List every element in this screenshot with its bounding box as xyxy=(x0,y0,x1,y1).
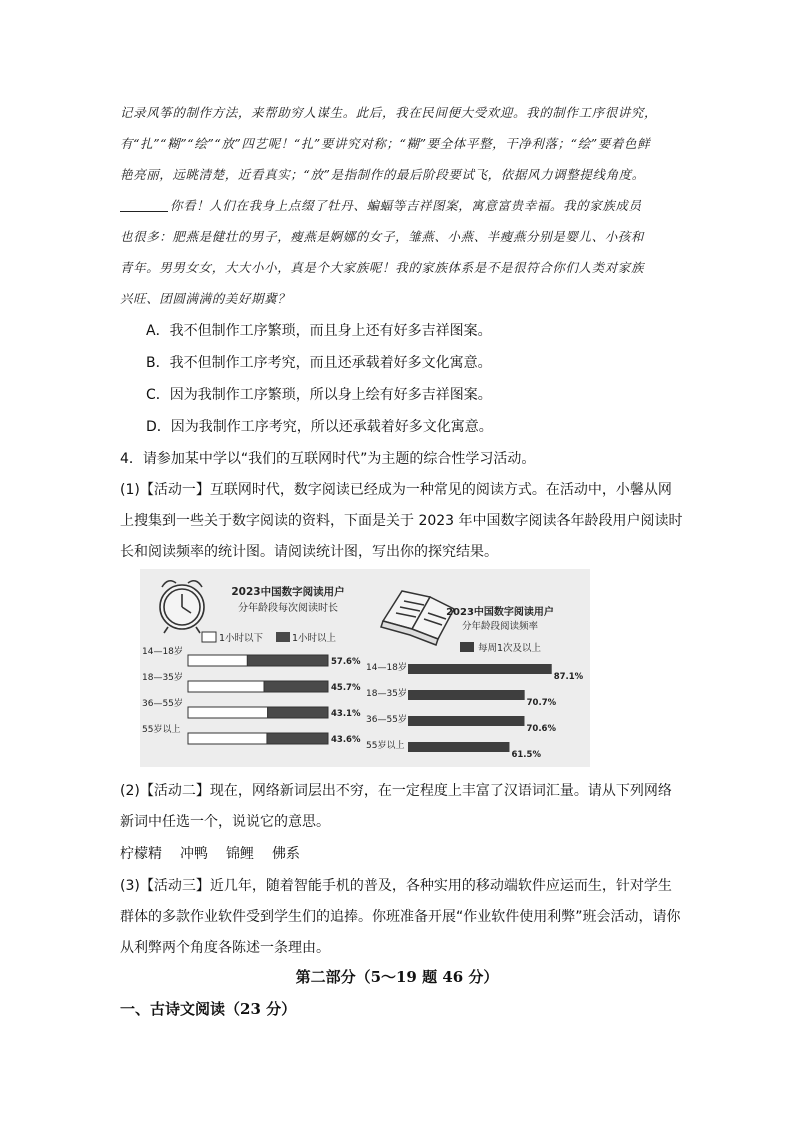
section-title: 一、古诗文阅读（23 分） xyxy=(120,1000,297,1018)
right-data-label: 70.7% xyxy=(526,698,557,708)
legend-swatch-dark xyxy=(276,632,290,642)
left-data-label: 43.1% xyxy=(331,709,361,719)
option-b: B．我不但制作工序考究，而且还承载着好多文化寓意。 xyxy=(146,355,492,371)
option-c: C．因为我制作工序繁琐，所以身上绘有好多吉祥图案。 xyxy=(146,387,492,403)
activity1-line: 上搜集到一些关于数字阅读的资料，下面是关于 2023 年中国数字阅读各年龄段用户阅读时 xyxy=(120,513,683,529)
passage-line: 青年。男男女女，大大小小，真是个大家族呢！我的家族体系是不是很符合你们人类对家族 xyxy=(120,260,645,275)
passage-line: 有“扎”“糊”“绘”“放”四艺呢！“扎”要讲究对称；“糊”要全体平整，干净利落；“绘”要着色鲜 xyxy=(120,136,651,151)
new-words-list xyxy=(120,843,680,863)
passage-line: 也很多：肥燕是健壮的男子，瘦燕是婀娜的女子，雏燕、小燕、半瘦燕分别是婴儿、小孩和 xyxy=(120,229,645,244)
left-chart-title: 2023中国数字阅读用户 xyxy=(231,586,345,598)
left-category-label: 36—55岁 xyxy=(142,699,183,709)
left-bar-over-1h xyxy=(264,681,328,692)
part-two-title: 第二部分（5～19 题 46 分） xyxy=(295,968,499,986)
left-bar-under-1h xyxy=(188,655,247,666)
activity2-line: (2)【活动二】现在，网络新词层出不穷，在一定程度上丰富了汉语词汇量。请从下列网络 xyxy=(120,783,672,799)
right-category-label: 55岁以上 xyxy=(366,741,405,751)
right-data-label: 87.1% xyxy=(553,672,584,682)
activity3-line: 从利弊两个角度各陈述一条理由。 xyxy=(120,940,330,956)
passage-line: 兴旺、团圆满满的美好期冀？ xyxy=(120,291,291,306)
left-chart-bars xyxy=(142,645,361,745)
left-bar-over-1h xyxy=(268,707,328,718)
statistics-figure xyxy=(140,569,590,767)
question-4-stem: 4．请参加某中学以“我们的互联网时代”为主题的综合性学习活动。 xyxy=(120,451,536,467)
right-chart-bars xyxy=(366,661,584,760)
open-book-icon xyxy=(381,591,454,645)
activity1-line: (1)【活动一】互联网时代，数字阅读已经成为一种常见的阅读方式。在活动中，小馨从网 xyxy=(120,482,672,498)
new-word: 冲鸭 xyxy=(180,846,208,862)
left-data-label: 45.7% xyxy=(331,683,361,693)
alarm-clock-icon xyxy=(160,581,204,633)
option-d: D．因为我制作工序考究，所以还承载着好多文化寓意。 xyxy=(146,419,493,435)
right-bar-weekly xyxy=(408,690,525,700)
right-bar-weekly xyxy=(408,664,552,674)
legend-label-dark: 1小时以上 xyxy=(292,633,337,644)
legend-label-light: 1小时以下 xyxy=(219,633,264,644)
right-category-label: 36—55岁 xyxy=(366,715,407,725)
legend-swatch-freq xyxy=(460,642,474,652)
new-word: 柠檬精 xyxy=(120,846,162,862)
passage-line-text: 你看！人们在我身上点缀了牡丹、蝙蝠等吉祥图案，寓意富贵幸福。我的家族成员 xyxy=(170,198,642,213)
right-category-label: 14—18岁 xyxy=(366,663,407,673)
activity1-line: 长和阅读频率的统计图。请阅读统计图，写出你的探究结果。 xyxy=(120,544,498,560)
passage-line: 记录风筝的制作方法，来帮助穷人谋生。此后，我在民间便大受欢迎。我的制作工序很讲究， xyxy=(120,105,658,120)
left-bar-under-1h xyxy=(188,707,268,718)
right-data-label: 70.6% xyxy=(526,724,556,734)
new-word: 佛系 xyxy=(272,846,300,862)
right-bar-weekly xyxy=(408,742,509,752)
new-word: 锦鲤 xyxy=(226,846,254,862)
right-bar-weekly xyxy=(408,716,524,726)
passage-line-with-blank xyxy=(120,196,685,227)
right-category-label: 18—35岁 xyxy=(366,689,407,699)
left-chart-subtitle: 分年龄段每次阅读时长 xyxy=(238,603,338,614)
answer-blank[interactable] xyxy=(120,211,168,212)
left-bar-under-1h xyxy=(188,681,264,692)
left-bar-over-1h xyxy=(247,655,328,666)
left-category-label: 55岁以上 xyxy=(142,725,181,735)
left-bar-under-1h xyxy=(188,733,267,744)
right-data-label: 61.5% xyxy=(511,750,541,760)
legend-swatch-light xyxy=(202,632,216,642)
passage xyxy=(120,103,685,320)
activity2-line: 新词中任选一个，说说它的意思。 xyxy=(120,814,330,830)
left-category-label: 14—18岁 xyxy=(142,647,183,657)
activity3-line: 群体的多款作业软件受到学生们的追捧。你班准备开展“作业软件使用利弊”班会活动，请你 xyxy=(120,909,681,925)
legend-label-freq: 每周1次及以上 xyxy=(478,643,542,654)
left-bar-over-1h xyxy=(267,733,328,744)
right-chart-subtitle: 分年龄段阅读频率 xyxy=(461,621,539,632)
option-a: A．我不但制作工序繁琐，而且身上还有好多吉祥图案。 xyxy=(146,323,492,339)
activity3-line: (3)【活动三】近几年，随着智能手机的普及，各种实用的移动端软件应运而生，针对学生 xyxy=(120,878,672,894)
right-chart-title: 2023中国数字阅读用户 xyxy=(446,607,554,618)
charts-svg xyxy=(140,569,590,767)
left-category-label: 18—35岁 xyxy=(142,673,183,683)
left-data-label: 43.6% xyxy=(331,735,361,745)
passage-line: 艳亮丽，远眺清楚，近看真实；“放”是指制作的最后阶段要试飞，依据风力调整提线角度。 xyxy=(120,167,645,182)
left-data-label: 57.6% xyxy=(331,657,361,667)
